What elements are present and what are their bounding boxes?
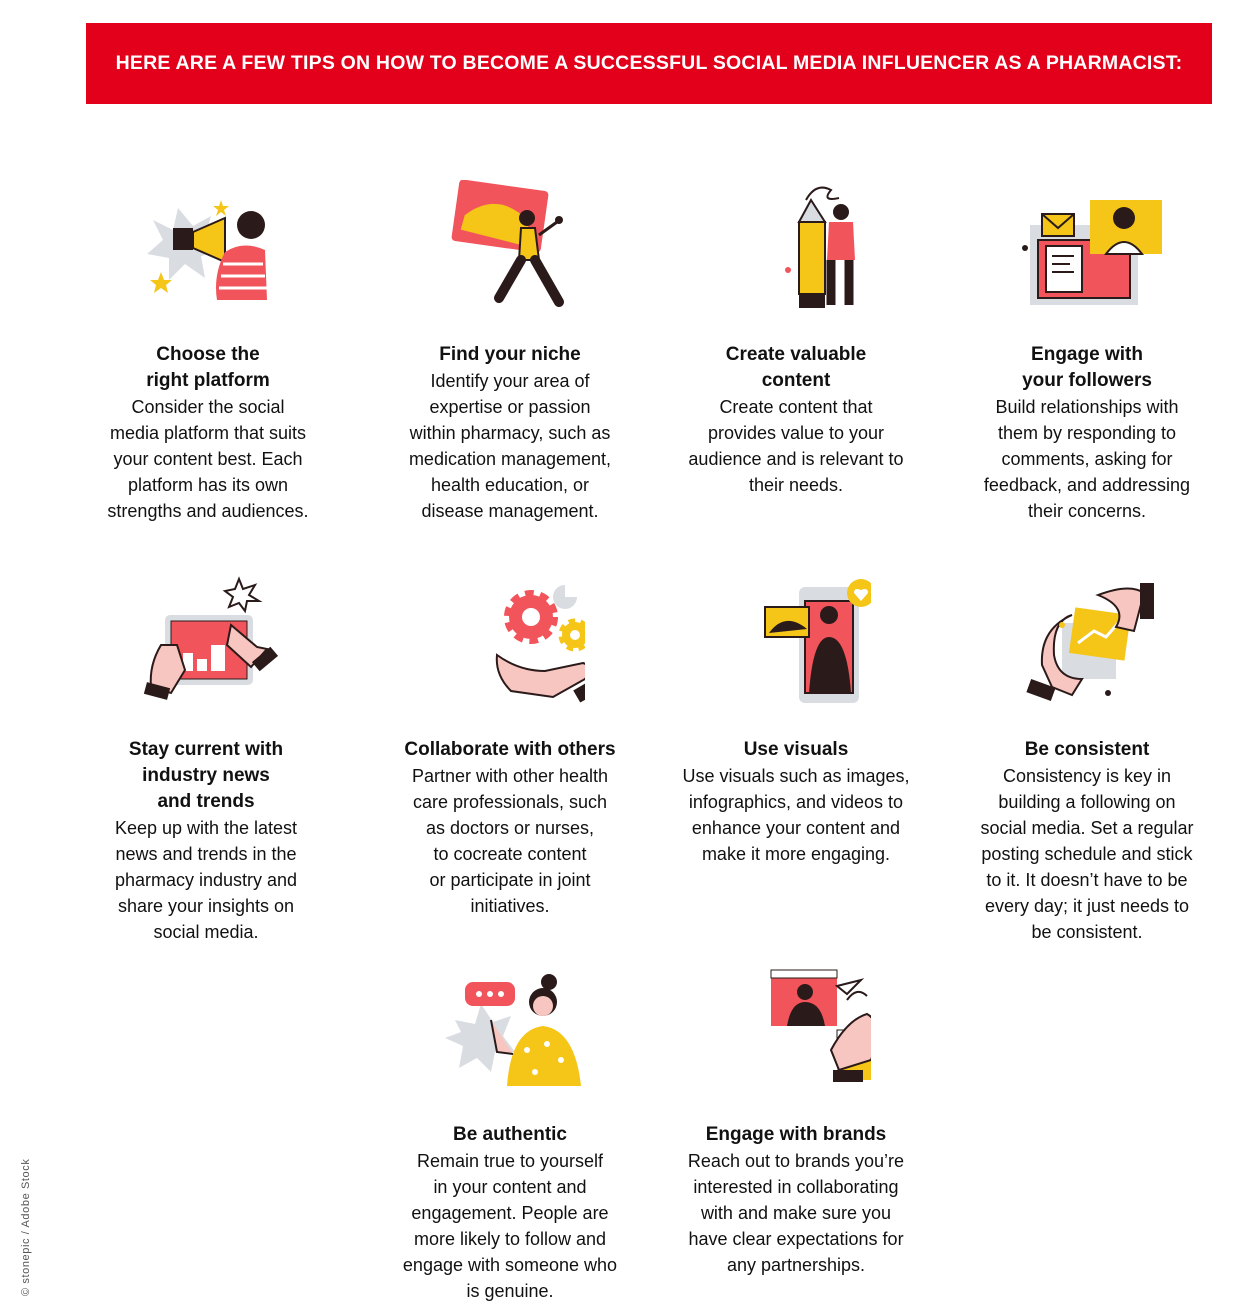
tip-body: Use visuals such as images, infographics, and videos to enhance your content and make it more engaging.: [682, 766, 910, 864]
person-pencil-icon: [721, 180, 871, 320]
hands-frame-chart-icon: [1012, 575, 1162, 715]
tip-body: Build relationships with them by responding to comments, asking for feedback, and addressing their concerns.: [983, 397, 1191, 521]
tip-title: Engage with your followers: [1022, 344, 1152, 391]
tip-body: Create content that provides value to your audience and is relevant to their needs.: [688, 397, 904, 495]
photo-credit: © stonepic / Adobe Stock: [20, 1158, 32, 1296]
tip-body: Reach out to brands you’re interested in collaborating with and make sure you have clear expectations for any partnerships.: [687, 1151, 905, 1275]
tip-title: Create valuable content: [725, 344, 867, 391]
tip-title: Find your niche: [439, 344, 581, 365]
tip-body: Keep up with the latest news and trends in the pharmacy industry and share your insights on social media.: [114, 818, 298, 942]
walking-person-image-icon: [435, 180, 585, 320]
hand-windows-plane-icon: [721, 960, 871, 1100]
tip-body: Consistency is key in building a following on social media. Set a regular posting schedule and stick to it. It doesn’t have to be every day; it just needs to be consistent.: [980, 766, 1194, 942]
tip-body: Partner with other health care professionals, such as doctors or nurses, to cocreate content or participate in joint initiatives.: [411, 766, 609, 916]
header-banner: [86, 23, 1212, 104]
hand-gears-icon: [435, 575, 585, 715]
tip-title: Collaborate with others: [404, 739, 616, 760]
tip-title: Stay current with industry news and trends: [128, 739, 284, 812]
tip-body: Consider the social media platform that suits your content best. Each platform has its own strengths and audiences.: [107, 397, 309, 521]
megaphone-person-icon: [133, 180, 283, 320]
tip-title: Choose the right platform: [146, 344, 270, 391]
hands-tablet-chart-icon: [131, 575, 281, 715]
email-video-window-icon: [1012, 180, 1162, 320]
tip-body: Remain true to yourself in your content and engagement. People are more likely to follow and engage with someone who is genuine.: [402, 1151, 618, 1301]
tip-title: Be consistent: [1024, 739, 1150, 760]
tip-title: Be authentic: [452, 1124, 568, 1145]
tip-title: Use visuals: [743, 739, 849, 760]
banner-title: HERE ARE A FEW TIPS ON HOW TO BECOME A SUCCESSFUL SOCIAL MEDIA INFLUENCER AS A PHARMACIST:: [115, 52, 1183, 74]
phone-person-heart-icon: [721, 575, 871, 715]
waving-woman-chat-icon: [435, 960, 585, 1100]
tip-body: Identify your area of expertise or passion within pharmacy, such as medication management, health education, or disease management.: [408, 371, 612, 521]
tip-title: Engage with brands: [705, 1124, 887, 1145]
